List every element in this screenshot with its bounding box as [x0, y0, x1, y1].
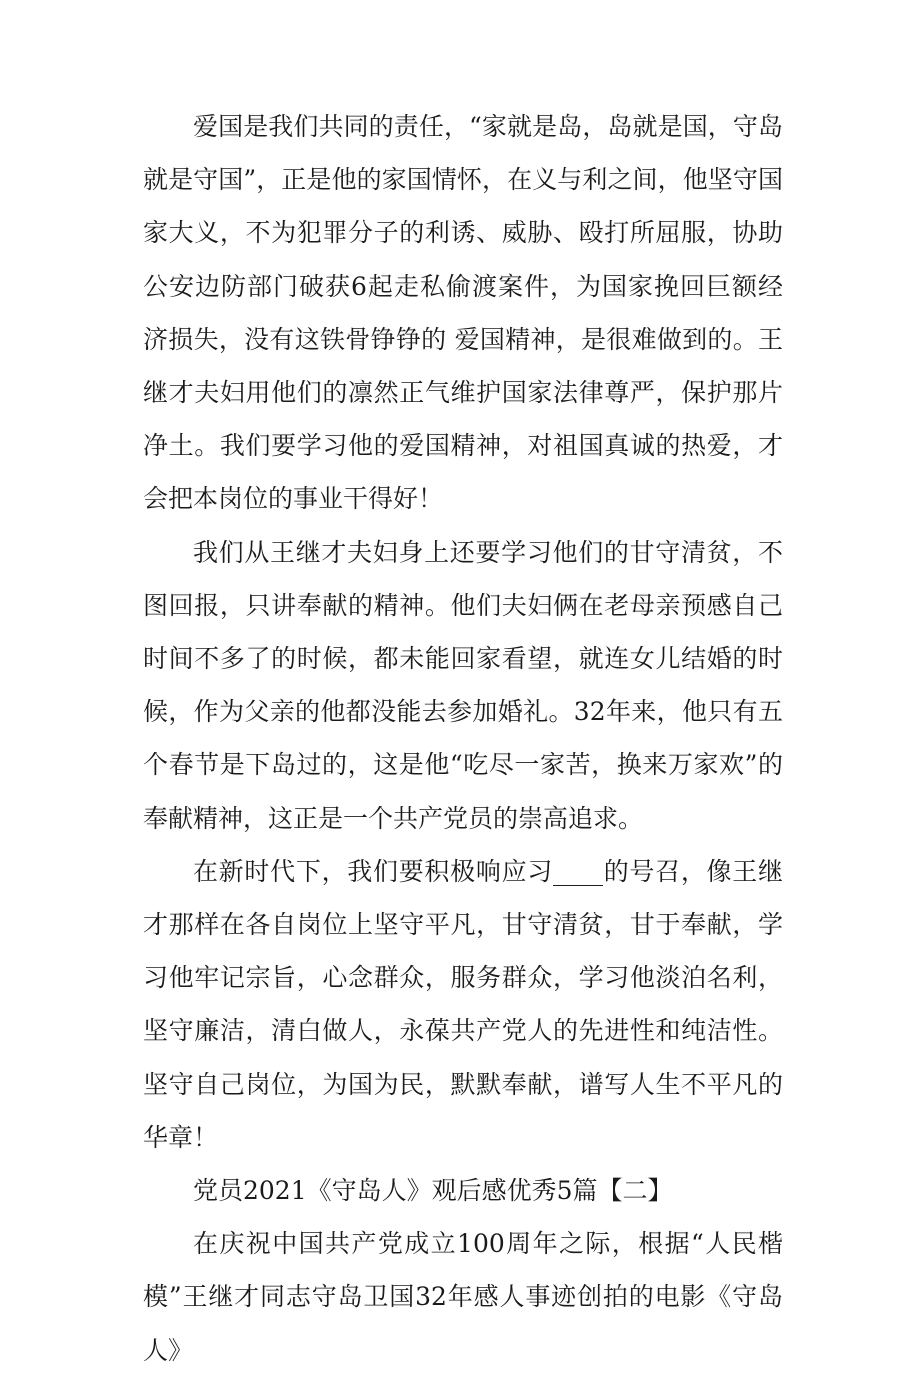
- paragraph-new-era: 在新时代下，我们要积极响应习____的号召，像王继才那样在各自岗位上坚守平凡，甘守清贫，甘于奉献，学习他牢记宗旨，心念群众，服务群众，学习他淡泊名利，坚守廉洁，清白做人，永葆共产党人的先进性和纯洁性。坚守自己岗位，为国为民，默默奉献，谱写人生不平凡的华章！: [143, 856, 783, 1152]
- document-body: [143, 100, 783, 1377]
- section-heading: 党员2021《守岛人》观后感优秀5篇【二】: [193, 1176, 673, 1206]
- paragraph-dedication: 我们从王继才夫妇身上还要学习他们的甘守清贫，不图回报，只讲奉献的精神。他们夫妇俩在老母亲预感自己时间不多了的时候，都未能回家看望，就连女儿结婚的时候，作为父亲的他都没能去参加婚礼。32年来，他只有五个春节是下岛过的，这是他“吃尽一家苦，换来万家欢”的奉献精神，这正是一个共产党员的崇高追求。: [143, 537, 783, 833]
- paragraph-intro: 在庆祝中国共产党成立100周年之际，根据“人民楷模”王继才同志守岛卫国32年感人事迹创拍的电影《守岛人》: [143, 1229, 783, 1365]
- paragraph-patriotism: 爱国是我们共同的责任，“家就是岛，岛就是国，守岛就是守国”，正是他的家国情怀，在义与利之间，他坚守国家大义，不为犯罪分子的利诱、威胁、殴打所屈服，协助公安边防部门破获6起走私偷渡案件，为国家挽回巨额经济损失，没有这铁骨铮铮的 爱国精神，是很难做到的。王继才夫妇用他们的凛然正气维护国家法律尊严，保护那片净土。我们要学习他的爱国精神，对祖国真诚的热爱，才会把本岗位的事业干得好！: [143, 112, 783, 514]
